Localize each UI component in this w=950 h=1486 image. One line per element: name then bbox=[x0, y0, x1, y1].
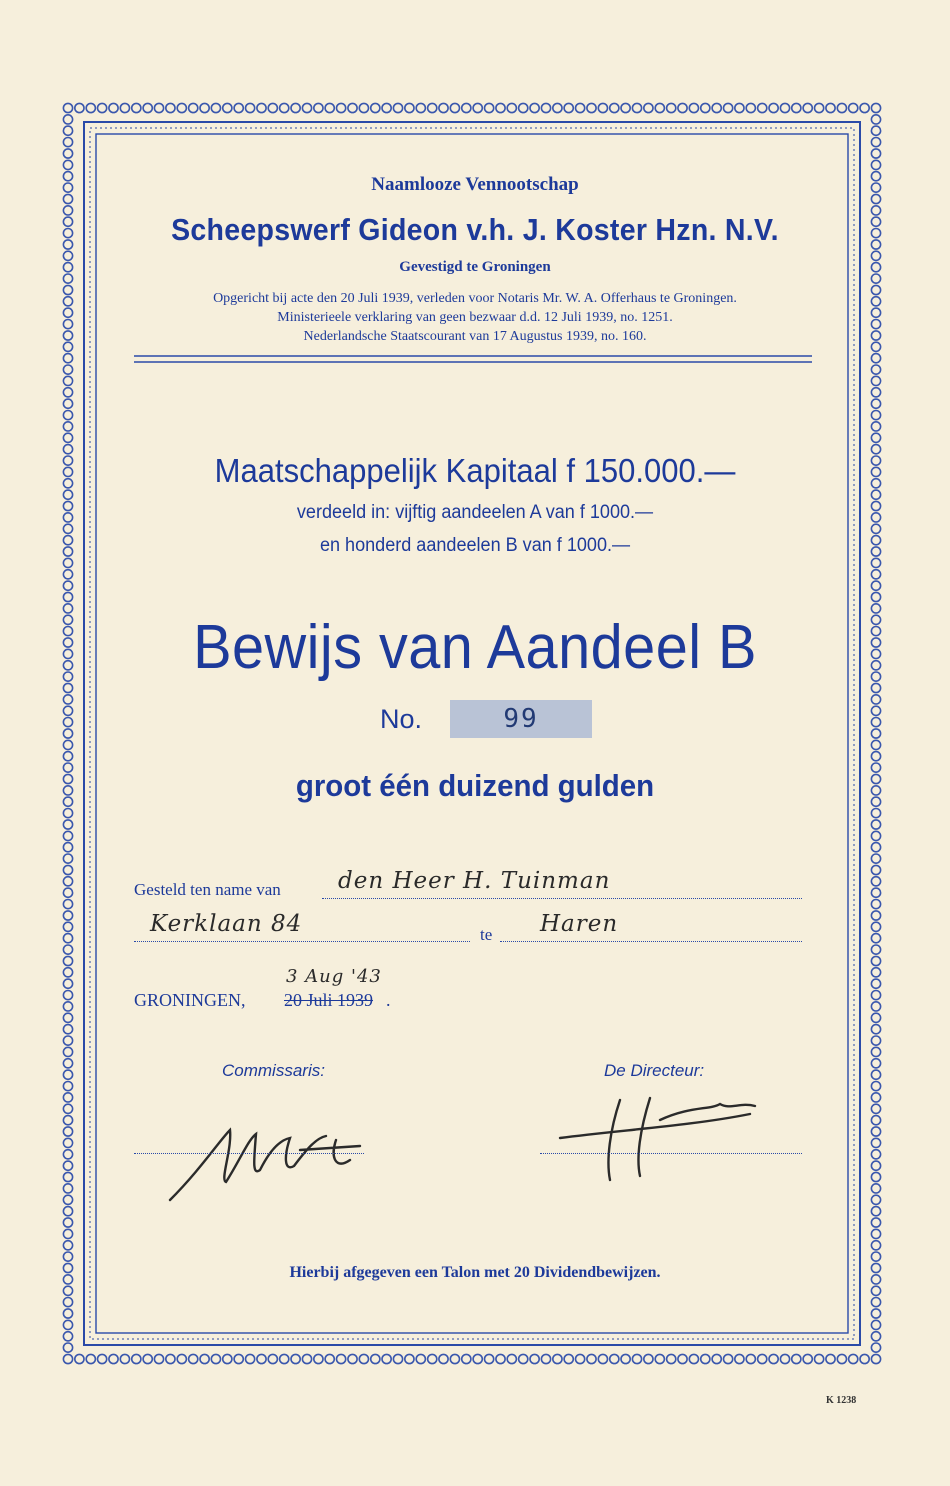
holder-name-line bbox=[322, 898, 802, 899]
director-label: De Directeur: bbox=[604, 1061, 705, 1080]
place-label: te bbox=[480, 925, 493, 944]
commissioner-sign-line bbox=[134, 1153, 364, 1154]
founding-line: Nederlandsche Staatscourant van 17 Augustus 1939, no. 160. bbox=[303, 329, 647, 344]
founding-details bbox=[0, 289, 950, 346]
company-type: Naamlooze Vennootschap bbox=[371, 174, 579, 195]
holder-label: Gesteld ten name van bbox=[134, 880, 281, 899]
holder-place: Haren bbox=[540, 911, 619, 937]
printed-date: 20 Juli 1939 bbox=[284, 990, 374, 1010]
issue-city: GRONINGEN, bbox=[134, 990, 246, 1010]
certificate-number: 99 bbox=[450, 700, 592, 738]
capital-division-a: verdeeld in: vijftig aandeelen A van f 1000.— bbox=[296, 502, 654, 523]
capital-division-b: en honderd aandeelen B van f 1000.— bbox=[319, 535, 631, 556]
founding-line: Opgericht bij acte den 20 Juli 1939, verleden voor Notaris Mr. W. A. Offerhaus te Groningen. bbox=[213, 291, 737, 306]
place-line bbox=[500, 941, 802, 942]
share-amount: groot één duizend gulden bbox=[295, 768, 655, 803]
number-label: No. bbox=[380, 704, 423, 734]
director-signature bbox=[540, 1080, 770, 1190]
holder-name: den Heer H. Tuinman bbox=[338, 868, 611, 894]
commissioner-label: Commissaris: bbox=[222, 1061, 325, 1080]
holder-address: Kerklaan 84 bbox=[150, 911, 303, 937]
handwritten-date: 3 Aug '43 bbox=[286, 966, 382, 987]
director-sign-line bbox=[540, 1153, 802, 1154]
form-code: K 1238 bbox=[826, 1395, 857, 1406]
address-line bbox=[134, 941, 470, 942]
company-name: Scheepswerf Gideon v.h. J. Koster Hzn. N.V. bbox=[171, 212, 779, 247]
talon-note: Hierbij afgegeven een Talon met 20 Dividendbewijzen. bbox=[289, 1264, 661, 1281]
commissioner-signature bbox=[160, 1110, 380, 1210]
certificate-title: Bewijs van Aandeel B bbox=[193, 613, 757, 682]
date-end: . bbox=[386, 990, 391, 1010]
authorized-capital: Maatschappelijk Kapitaal f 150.000.— bbox=[214, 452, 736, 489]
founding-line: Ministerieele verklaring van geen bezwaar d.d. 12 Juli 1939, no. 1251. bbox=[277, 310, 673, 325]
company-seat: Gevestigd te Groningen bbox=[399, 259, 551, 275]
